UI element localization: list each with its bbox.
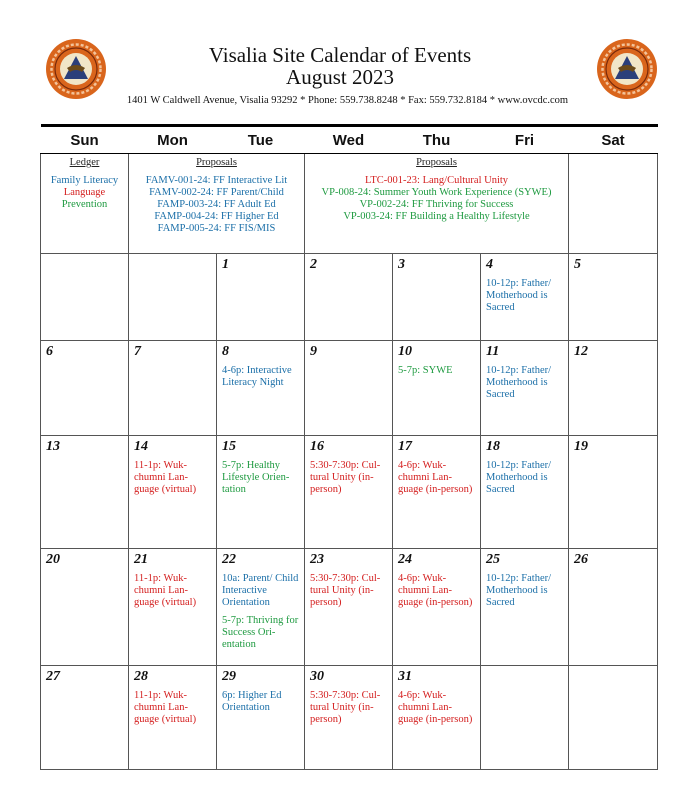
day-number: 2: [310, 257, 317, 272]
day-cell: [569, 254, 658, 341]
proposal-item: VP-003-24: FF Building a Healthy Lifestyle: [343, 211, 530, 222]
day-number: 24: [398, 552, 412, 567]
day-number: 26: [574, 552, 588, 567]
day-number: 16: [310, 439, 324, 454]
proposals-family-cell: [129, 154, 305, 254]
day-number: 5: [574, 257, 581, 272]
day-number: 27: [46, 669, 60, 684]
day-cell: [393, 341, 481, 436]
day-number: 23: [310, 552, 324, 567]
event-entry: 5-7p: Healthy Lifestyle Orien-tation: [222, 460, 290, 495]
day-number: 21: [134, 552, 148, 567]
day-number: 20: [46, 552, 60, 567]
day-cell: [41, 254, 129, 341]
ovcdc-logo-left: [45, 38, 107, 100]
day-cell: [129, 254, 217, 341]
event-entry: 10a: Parent/ Child Interactive Orientation: [222, 573, 299, 608]
day-cell: [305, 436, 393, 549]
calendar-grid: [40, 124, 658, 770]
proposals-heading: Proposals: [196, 157, 237, 168]
week-row: [41, 341, 658, 436]
day-number: 1: [222, 257, 229, 272]
day-number: 13: [46, 439, 60, 454]
event-entry: 10-12p: Father/ Motherhood is Sacred: [486, 573, 552, 608]
weekday-header-row: [41, 126, 658, 154]
event-entry: 10-12p: Father/ Motherhood is Sacred: [486, 460, 552, 495]
day-number: 31: [398, 669, 412, 684]
day-number: 6: [46, 344, 53, 359]
day-cell: [217, 666, 305, 770]
day-cell: [393, 549, 481, 666]
event-entry: 5:30-7:30p: Cul-tural Unity (in-person): [310, 690, 381, 725]
weekday-sun: Sun: [41, 126, 129, 154]
event-entry: 4-6p: Interactive Literacy Night: [222, 365, 292, 388]
contact-address: 1401 W Caldwell Avenue, Visalia 93292 * Phone: 559.738.8248 * Fax: 559.732.8184 * www.ovcdc.com: [126, 95, 569, 106]
event-entry: 10-12p: Father/ Motherhood is Sacred: [486, 278, 552, 313]
ledger-item-language: Language: [63, 187, 106, 198]
day-number: 3: [398, 257, 405, 272]
day-cell: [393, 436, 481, 549]
day-number: 7: [134, 344, 141, 359]
day-cell: [481, 666, 569, 770]
day-number: 15: [222, 439, 236, 454]
ovcdc-logo-right: [596, 38, 658, 100]
week-row: [41, 436, 658, 549]
ledger-item-prevention: Prevention: [61, 199, 108, 210]
day-number: 29: [222, 669, 236, 684]
legend-row: [41, 154, 658, 254]
event-entry: 6p: Higher Ed Orientation: [222, 690, 282, 713]
day-number: 30: [310, 669, 324, 684]
event-entry: 11-1p: Wuk-chumni Lan-guage (virtual): [134, 460, 197, 495]
event-entry: 10-12p: Father/ Motherhood is Sacred: [486, 365, 552, 400]
day-number: 28: [134, 669, 148, 684]
event-entry: 5:30-7:30p: Cul-tural Unity (in-person): [310, 573, 381, 608]
event-entry: 5-7p: SYWE: [398, 365, 453, 376]
proposal-item: FAMP-005-24: FF FIS/MIS: [157, 223, 276, 234]
event-entry: 4-6p: Wuk-chumni Lan-guage (in-person): [398, 573, 473, 608]
day-number: 10: [398, 344, 412, 359]
week-row: [41, 666, 658, 770]
ledger-item-family-literacy: Family Literacy: [50, 175, 119, 186]
proposal-item: FAMP-004-24: FF Higher Ed: [154, 211, 279, 222]
day-cell: [41, 549, 129, 666]
day-cell: [481, 341, 569, 436]
day-cell: [41, 436, 129, 549]
day-cell: [217, 341, 305, 436]
day-number: 17: [398, 439, 412, 454]
day-cell: [305, 254, 393, 341]
day-cell: [393, 666, 481, 770]
proposal-item: LTC-001-23: Lang/Cultural Unity: [364, 175, 509, 186]
proposal-item: VP-008-24: Summer Youth Work Experience (SYWE): [321, 187, 552, 198]
day-cell: [481, 549, 569, 666]
weekday-fri: Fri: [481, 126, 569, 154]
month-title: August 2023: [286, 65, 394, 89]
event-entry: 5-7p: Thriving for Success Ori-entation: [222, 615, 299, 650]
ledger-heading: Ledger: [69, 157, 100, 168]
day-cell: [129, 436, 217, 549]
proposal-item: VP-002-24: FF Thriving for Success: [359, 199, 514, 210]
day-number: 4: [486, 257, 493, 272]
day-cell: [305, 666, 393, 770]
event-entry: 4-6p: Wuk-chumni Lan-guage (in-person): [398, 460, 473, 495]
proposal-item: FAMV-002-24: FF Parent/Child: [149, 187, 284, 198]
weekday-thu: Thu: [393, 126, 481, 154]
ledger-cell: [41, 154, 129, 254]
day-number: 18: [486, 439, 500, 454]
event-entry: 5:30-7:30p: Cul-tural Unity (in-person): [310, 460, 381, 495]
weekday-mon: Mon: [129, 126, 217, 154]
day-number: 12: [574, 344, 588, 359]
proposals-heading: Proposals: [416, 157, 457, 168]
day-cell: [217, 436, 305, 549]
day-number: 11: [486, 344, 500, 359]
day-cell: [569, 436, 658, 549]
day-cell: [569, 549, 658, 666]
event-entry: 11-1p: Wuk-chumni Lan-guage (virtual): [134, 690, 197, 725]
event-entry: 11-1p: Wuk-chumni Lan-guage (virtual): [134, 573, 197, 608]
day-cell: [129, 666, 217, 770]
day-cell: [217, 549, 305, 666]
day-cell: [129, 549, 217, 666]
day-number: 19: [574, 439, 588, 454]
page-title: Visalia Site Calendar of Events: [208, 43, 472, 67]
day-number: 14: [134, 439, 148, 454]
day-number: 9: [310, 344, 317, 359]
day-number: 22: [222, 552, 236, 567]
week-row: [41, 549, 658, 666]
weekday-sat: Sat: [569, 126, 658, 154]
day-cell: [393, 254, 481, 341]
day-cell: [481, 254, 569, 341]
event-entry: 4-6p: Wuk-chumni Lan-guage (in-person): [398, 690, 473, 725]
day-cell: [305, 549, 393, 666]
proposal-item: FAMV-001-24: FF Interactive Lit: [145, 175, 288, 186]
proposals-prevention-cell: [305, 154, 569, 254]
weekday-wed: Wed: [305, 126, 393, 154]
day-cell: [569, 666, 658, 770]
day-cell: [481, 436, 569, 549]
empty-cell: [569, 154, 658, 254]
day-cell: [41, 666, 129, 770]
day-number: 25: [486, 552, 500, 567]
day-cell: [41, 341, 129, 436]
day-cell: [217, 254, 305, 341]
weekday-tue: Tue: [217, 126, 305, 154]
day-number: 8: [222, 344, 229, 359]
proposal-item: FAMP-003-24: FF Adult Ed: [157, 199, 276, 210]
day-cell: [305, 341, 393, 436]
week-row: [41, 254, 658, 341]
day-cell: [129, 341, 217, 436]
day-cell: [569, 341, 658, 436]
